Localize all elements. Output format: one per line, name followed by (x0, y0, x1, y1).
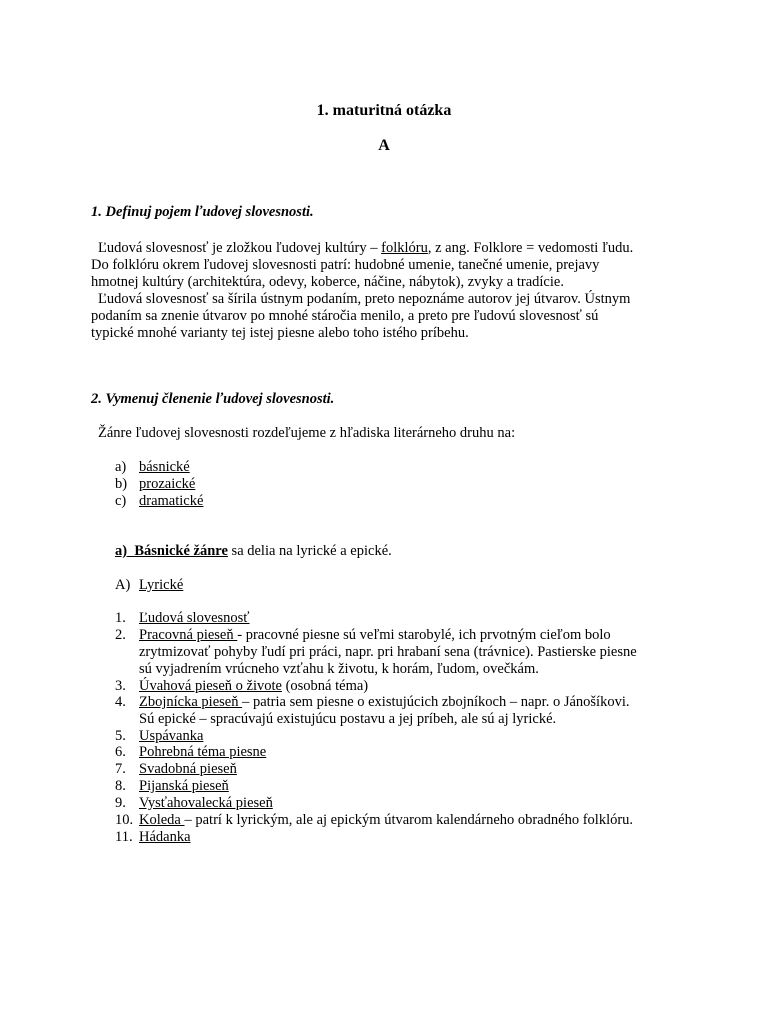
list-item: 2. Pracovná pieseň - pracovné piesne sú veľmi starobylé, ich prvotným cieľom bolo (115, 627, 611, 643)
kind-item-a: a) básnické (115, 459, 190, 475)
q1-paragraph-2-line-1: Ľudová slovesnosť sa šírila ústnym podaním, preto nepoznáme autorov jej útvarov. Ústnym (98, 291, 631, 307)
list-item: 1. Ľudová slovesnosť (115, 610, 250, 626)
q1-paragraph-1-line-3: hmotnej kultúry (architektúra, odevy, koberce, náčine, nábytok), zvyky a tradície. (91, 274, 564, 290)
list-item: 7. Svadobná pieseň (115, 761, 237, 777)
q1-paragraph-1-line-1: Ľudová slovesnosť je zložkou ľudovej kultúry – folklóru, z ang. Folklore = vedomosti ľudu. (98, 240, 634, 256)
list-item: 4. Zbojnícka pieseň – patria sem piesne o existujúcich zbojníkoch – napr. o Jánošíkovi. (115, 694, 630, 710)
subsection-lyricke: A) Lyrické (115, 577, 184, 593)
folklor-link: folklóru (381, 240, 428, 256)
q2-intro: Žánre ľudovej slovesnosti rozdeľujeme z hľadiska literárneho druhu na: (98, 425, 516, 441)
list-item: 5. Uspávanka (115, 728, 204, 744)
kind-item-b: b) prozaické (115, 476, 196, 492)
list-item-continuation: Sú epické – spracúvajú existujúcu postavu a jej príbeh, ale sú aj lyrické. (139, 711, 557, 727)
list-item-continuation: zrytmizovať pohyby ľudí pri práci, napr. pri hrabaní sena (trávnice). Pastierske piesne (139, 644, 637, 660)
question-2-heading: 2. Vymenuj členenie ľudovej slovesnosti. (91, 391, 335, 407)
list-item-continuation: sú vyjadrením vrúcneho vzťahu k životu, k horám, ľudom, ovečkám. (139, 661, 539, 677)
q1-paragraph-1-line-2: Do folklóru okrem ľudovej slovesnosti patrí: hudobné umenie, tanečné umenie, prejavy (91, 257, 600, 273)
q1-paragraph-2-line-3: typické mnohé varianty tej istej piesne alebo toho istého príbehu. (91, 325, 469, 341)
question-1-heading: 1. Definuj pojem ľudovej slovesnosti. (91, 204, 314, 220)
list-item: 9. Vysťahovalecká pieseň (115, 795, 273, 811)
list-item: 10. Koleda – patrí k lyrickým, ale aj epickým útvarom kalendárneho obradného folklóru. (115, 812, 634, 828)
list-item: 6. Pohrebná téma piesne (115, 744, 267, 760)
page-title: 1. maturitná otázka (316, 102, 452, 119)
variant-letter: A (378, 137, 390, 154)
list-item: 11. Hádanka (115, 829, 191, 845)
list-item: 3. Úvahová pieseň o živote (osobná téma) (115, 678, 369, 694)
q1-paragraph-2-line-2: podaním sa znenie útvarov po mnohé stáročia menilo, a preto pre ľudovú slovesnosť sú (91, 308, 599, 324)
section-basnicke-zanre: a) Básnické žánre sa delia na lyrické a epické. (115, 543, 392, 559)
list-item: 8. Pijanská pieseň (115, 778, 229, 794)
kind-item-c: c) dramatické (115, 493, 204, 509)
